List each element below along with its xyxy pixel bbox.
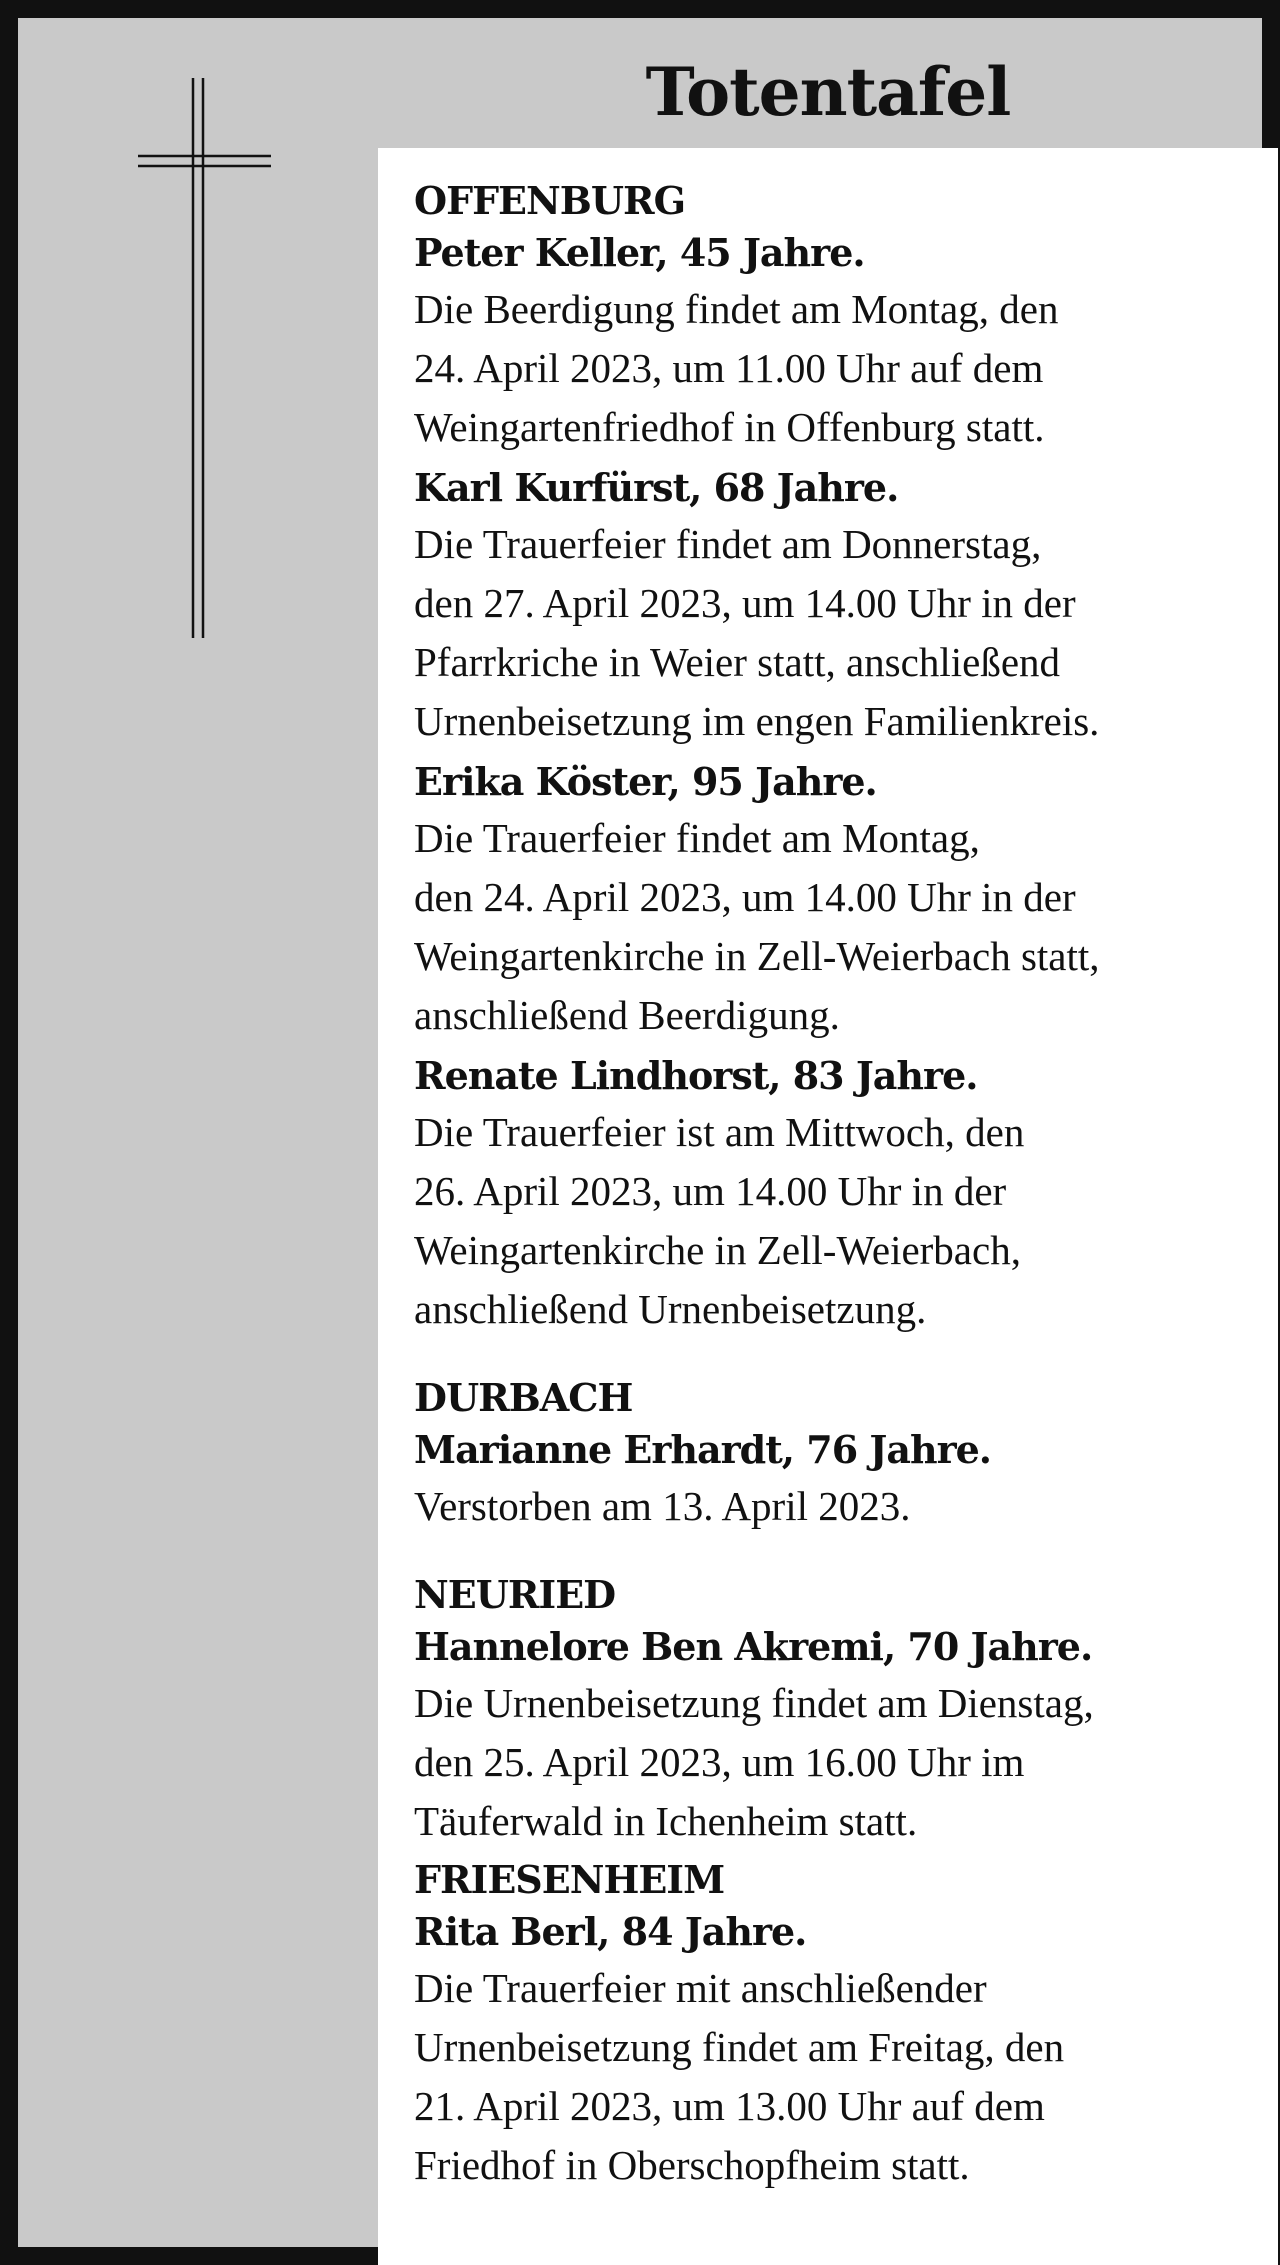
town-section-friesenheim [414,1855,1248,2195]
text-line: Die Trauerfeier findet am Montag, [414,815,980,861]
text-line: Die Trauerfeier findet am Donnerstag, [414,521,1042,567]
text-line: 24. April 2023, um 11.00 Uhr auf dem [414,345,1044,391]
text-line: Weingartenkirche in Zell-Weierbach statt, [414,933,1100,979]
text-line: Die Beerdigung findet am Montag, den [414,286,1059,332]
obituary-entry [414,1620,1248,1851]
deceased-name: Peter Keller, 45 Jahre. [414,230,865,275]
text-line: Verstorben am 13. April 2023. [414,1483,911,1529]
obituary-text [414,1674,1248,1851]
text-line: anschließend Beerdigung. [414,992,840,1038]
town-heading: DURBACH [414,1375,633,1420]
text-line: Friedhof in Oberschopfheim statt. [414,2142,970,2188]
obituary-entry [414,1049,1248,1339]
text-line: Urnenbeisetzung findet am Freitag, den [414,2024,1065,2070]
text-line: Die Urnenbeisetzung findet am Dienstag, [414,1680,1094,1726]
obituary-text [414,1959,1248,2195]
obituary-entry [414,461,1248,751]
obituary-entry [414,1905,1248,2195]
text-line: Weingartenfriedhof in Offenburg statt. [414,404,1045,450]
text-line: 21. April 2023, um 13.00 Uhr auf dem [414,2083,1045,2129]
text-line: Die Trauerfeier mit anschließender [414,1965,987,2011]
text-line: Täuferwald in Ichenheim statt. [414,1798,918,1844]
obituary-entry [414,1423,1248,1536]
text-line: Urnenbeisetzung im engen Familienkreis. [414,698,1100,744]
deceased-name: Erika Köster, 95 Jahre. [414,759,877,804]
deceased-name: Karl Kurfürst, 68 Jahre. [414,465,899,510]
obituary-text [414,1103,1248,1339]
town-section-neuried [414,1570,1248,1851]
text-line: den 24. April 2023, um 14.00 Uhr in der [414,874,1076,920]
text-line: 26. April 2023, um 14.00 Uhr in der [414,1168,1007,1214]
obituary-text [414,280,1248,457]
deceased-name: Renate Lindhorst, 83 Jahre. [414,1053,978,1098]
obituary-entry [414,226,1248,457]
text-line: Weingartenkirche in Zell-Weierbach, [414,1227,1021,1273]
obituary-text [414,1477,1248,1536]
text-line: anschließend Urnenbeisetzung. [414,1286,927,1332]
town-section-durbach [414,1373,1248,1536]
deceased-name: Marianne Erhardt, 76 Jahre. [414,1427,992,1472]
deceased-name: Rita Berl, 84 Jahre. [414,1909,807,1954]
obituary-entry [414,755,1248,1045]
cross-icon [136,78,276,648]
text-line: den 25. April 2023, um 16.00 Uhr im [414,1739,1025,1785]
obituary-list [378,148,1278,2265]
town-heading: OFFENBURG [414,178,686,223]
text-line: Die Trauerfeier ist am Mittwoch, den [414,1109,1025,1155]
deceased-name: Hannelore Ben Akremi, 70 Jahre. [414,1624,1093,1669]
text-line: den 27. April 2023, um 14.00 Uhr in der [414,580,1076,626]
obituary-text [414,515,1248,751]
town-heading: FRIESENHEIM [414,1857,725,1902]
page-title: Totentafel [645,53,1011,131]
town-heading: NEURIED [414,1572,616,1617]
town-section-offenburg [414,176,1248,1339]
text-line: Pfarrkriche in Weier statt, anschließend [414,639,1061,685]
obituary-text [414,809,1248,1045]
